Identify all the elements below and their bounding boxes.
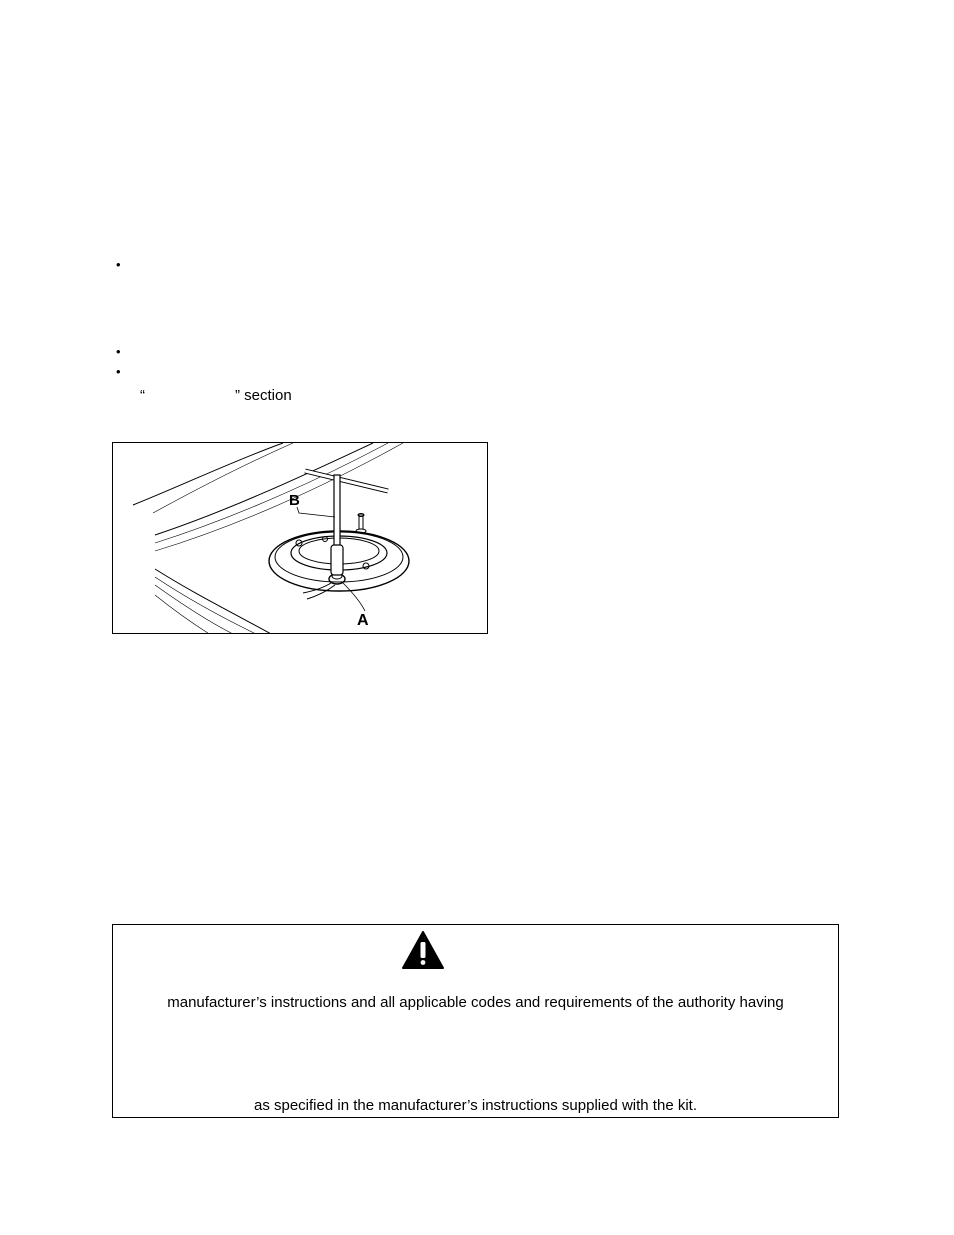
figure-label-a: A [357,612,369,629]
warning-text-line-1: manufacturer’s instructions and all applicable codes and requirements of the authority having [167,994,784,1011]
warning-box [112,924,839,1118]
figure-label-b: B [289,492,300,509]
bullet-marker-2: • [116,344,121,359]
warning-text-line-2: as specified in the manufacturer’s instructions supplied with the kit. [253,1097,697,1114]
bullet-marker-1: • [116,257,121,272]
warning-triangle-icon [401,930,445,970]
burner-wrench-illustration [113,443,488,634]
section-ref-suffix: ” section [235,387,292,404]
burner-wrench-figure [112,442,488,634]
section-ref-open-quote: “ [140,387,145,404]
bullet-marker-3: • [116,364,121,379]
